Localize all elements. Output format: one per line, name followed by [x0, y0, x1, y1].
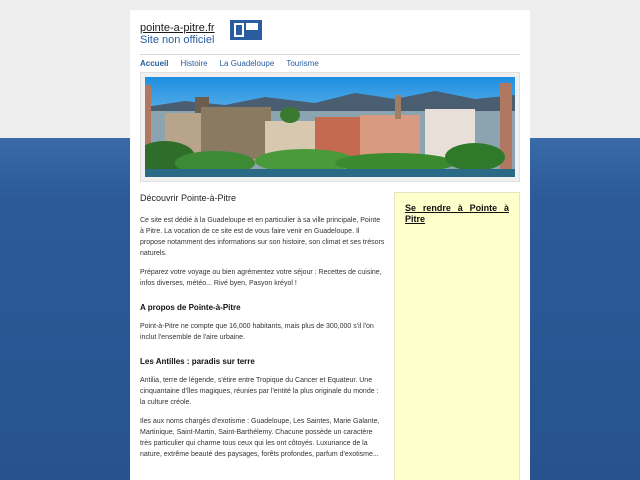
about-paragraph: Point-à-Pitre ne compte que 16,000 habitants, mais plus de 300,000 s'il l'on inclut l'ensemble de l'aire urbaine.	[140, 323, 374, 341]
header-divider	[140, 54, 520, 55]
page-container	[130, 10, 530, 480]
sidebar-link-directions[interactable]: Se rendre à Pointe à Pitre	[405, 203, 509, 224]
site-title-link[interactable]: pointe-a-pitre.fr	[140, 22, 215, 34]
sidebar-box	[394, 192, 520, 480]
banner-image-frame	[140, 72, 520, 182]
site-logo-icon[interactable]	[230, 20, 262, 40]
intro-paragraph-2: Préparez votre voyage ou bien agrémentez votre séjour : Recettes de cuisine, infos diverses, météo... Rivé byen, Pasyon kréyol !	[140, 269, 382, 287]
page-title: Découvrir Pointe-à-Pitre	[140, 193, 237, 203]
site-subtitle: Site non officiel	[140, 34, 215, 46]
nav-item-histoire[interactable]: Histoire	[180, 59, 208, 68]
main-nav	[140, 59, 319, 69]
city-panorama-image	[145, 77, 515, 177]
nav-item-la-guadeloupe[interactable]: La Guadeloupe	[219, 59, 275, 68]
main-content	[140, 192, 385, 468]
nav-item-tourisme[interactable]: Tourisme	[286, 59, 319, 68]
site-header	[140, 22, 215, 47]
nav-item-accueil[interactable]: Accueil	[140, 59, 169, 68]
antilles-paragraph-2: Iles aux noms chargés d'exotisme : Guadeloupe, Les Saintes, Marie Galante, Martinique, Saint-Martin, Saint-Barthélemy. Chacune possède un caractère très particulier qui charme tous ceux qui les ont côtoyés. Luxuriance de la nature, extrême beauté des paysages, forêts profondes, parfum d'exotisme...	[140, 418, 380, 458]
intro-paragraph-1: Ce site est dédié à la Guadeloupe et en particulier à sa ville principale, Pointe à Pitre. La vocation de ce site est de vous faire venir en Guadeloupe. Il propose notamment des informations sur son histoire, son climat et ses trésors naturels.	[140, 217, 385, 257]
antilles-paragraph-1: Antilia, terre de légende, s'étire entre Tropique du Cancer et Equateur. Une cinquantaine d'îles magiques, réunies par l'entité la plus originale du monde : la culture créole.	[140, 377, 379, 406]
section-heading-about: A propos de Pointe-à-Pitre	[140, 303, 241, 312]
section-heading-antilles: Les Antilles : paradis sur terre	[140, 357, 255, 366]
